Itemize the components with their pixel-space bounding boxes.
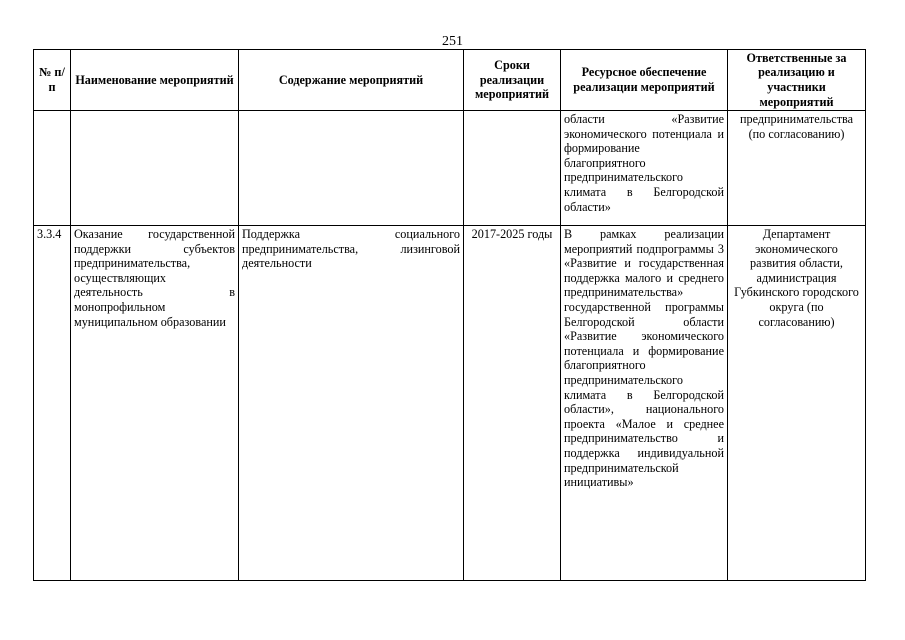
table-row [34,111,866,226]
table-row [34,226,866,581]
table-header-row [34,50,866,111]
cell-content [239,111,464,226]
cell-resources: В рамках реализации мероприятий подпрограммы 3 «Развитие и государственная поддержка малого и среднего предпринимательства» государственной программы Белгородской области «Развитие экономического потенциала и формирование благоприятного предпринимательского климата в Белгородской области», национального проекта «Малое и среднее предпринимательство и поддержка индивидуальной предпринимательской инициативы» [561,226,728,581]
header-content: Содержание мероприятий [239,50,464,111]
cell-name: Оказание государственной поддержки субъектов предпринимательства, осуществляющих деятельность в монопрофильном муниципальном образовании [71,226,239,581]
cell-content: Поддержка социального предпринимательства, лизинговой деятельности [239,226,464,581]
cell-terms [464,111,561,226]
cell-name [71,111,239,226]
header-name: Наименование мероприятий [71,50,239,111]
cell-resources: области «Развитие экономического потенциала и формирование благоприятного предпринимательского климата в Белгородской области» [561,111,728,226]
header-responsible: Ответственные за реализацию и участники мероприятий [728,50,866,111]
header-terms: Сроки реализации мероприятий [464,50,561,111]
cell-terms: 2017-2025 годы [464,226,561,581]
cell-responsible: предпринимательства (по согласованию) [728,111,866,226]
header-num: № п/п [34,50,71,111]
cell-responsible: Департамент экономического развития области, администрация Губкинского городского округа (по согласованию) [728,226,866,581]
cell-num: 3.3.4 [34,226,71,581]
cell-num [34,111,71,226]
header-resources: Ресурсное обеспечение реализации мероприятий [561,50,728,111]
page-number: 251 [442,34,463,49]
activities-table [33,49,866,581]
